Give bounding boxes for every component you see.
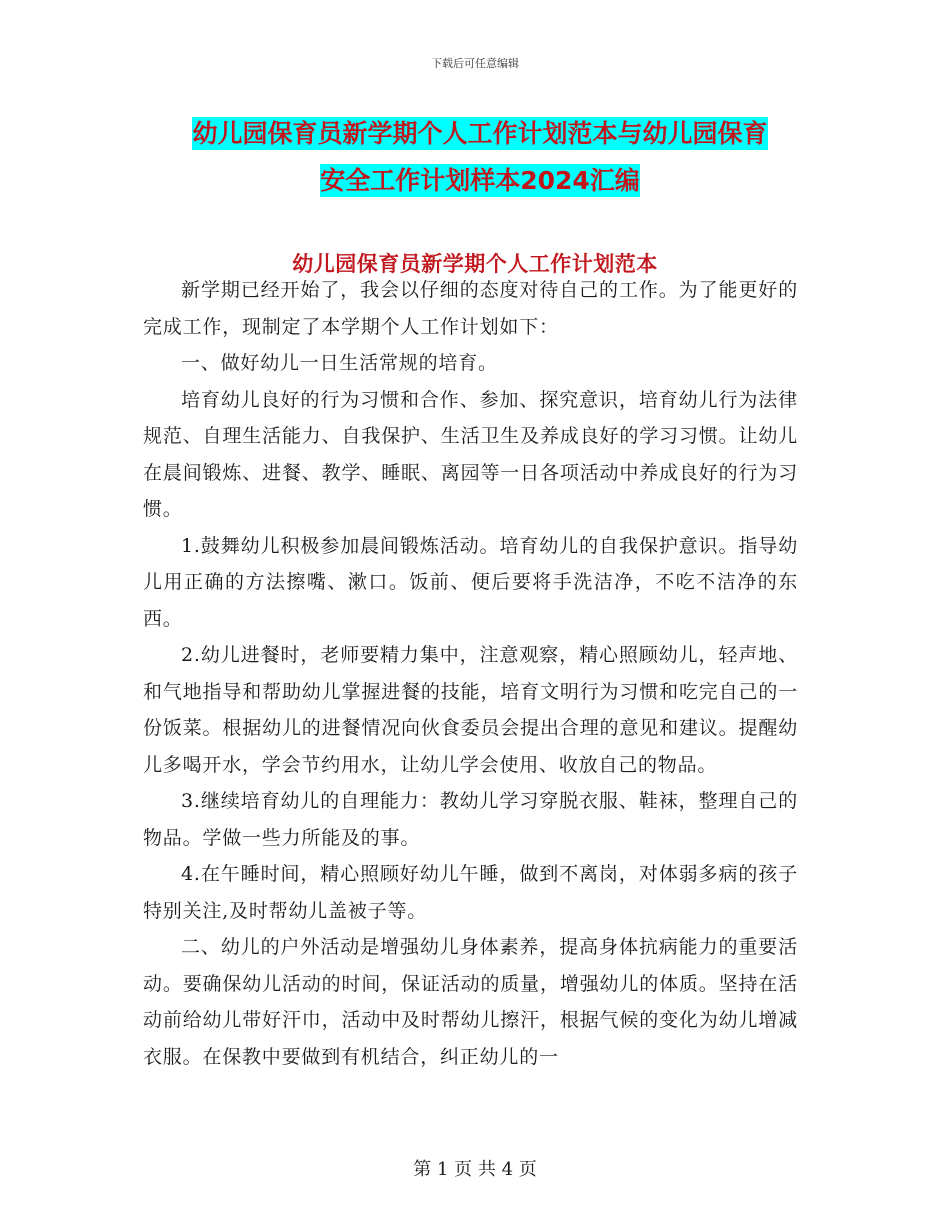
paragraph: 4.在午睡时间，精心照顾好幼儿午睡，做到不离岗，对体弱多病的孩子特别关注,及时帮幼儿盖被子等。 (143, 863, 798, 922)
paragraph: 二、幼儿的户外活动是增强幼儿身体素养，提高身体抗病能力的重要活动。要确保幼儿活动的时间，保证活动的质量，增强幼儿的体质。坚持在活动前给幼儿带好汗巾，活动中及时帮幼儿擦汗，根据气候的变化为幼儿增减衣服。在保教中要做到有机结合，纠正幼儿的一 (143, 936, 798, 1068)
header-note: 下载后可任意编辑 (431, 57, 519, 70)
document-title-line1: 幼儿园保育员新学期个人工作计划范本与幼儿园保育 (192, 119, 768, 148)
paragraph: 3.继续培育幼儿的自理能力：教幼儿学习穿脱衣服、鞋袜，整理自己的物品。学做一些力所能及的事。 (143, 790, 798, 849)
paragraph: 新学期已经开始了，我会以仔细的态度对待自己的工作。为了能更好的完成工作，现制定了本学期个人工作计划如下： (143, 279, 798, 338)
document-title (140, 110, 820, 204)
paragraph: 培育幼儿良好的行为习惯和合作、参加、探究意识，培育幼儿行为法律规范、自理生活能力、自我保护、生活卫生及养成良好的学习习惯。让幼儿在晨间锻炼、进餐、教学、睡眠、离园等一日各项活动中养成良好的行为习惯。 (143, 388, 798, 520)
body-text (143, 272, 798, 1075)
document-title-line2: 安全工作计划样本2024汇编 (320, 166, 640, 195)
paragraph: 2.幼儿进餐时，老师要精力集中，注意观察，精心照顾幼儿，轻声地、和气地指导和帮助幼儿掌握进餐的技能，培育文明行为习惯和吃完自己的一份饭菜。根据幼儿的进餐情况向伙食委员会提出合理的意见和建议。提醒幼儿多喝开水，学会节约用水，让幼儿学会使用、收放自己的物品。 (143, 644, 798, 776)
paragraph: 一、做好幼儿一日生活常规的培育。 (181, 352, 498, 374)
section-title: 幼儿园保育员新学期个人工作计划范本 (292, 252, 658, 276)
page-number: 第 1 页 共 4 页 (413, 1159, 537, 1180)
paragraph: 1.鼓舞幼儿积极参加晨间锻炼活动。培育幼儿的自我保护意识。指导幼儿用正确的方法擦嘴、漱口。饭前、便后要将手洗洁净，不吃不洁净的东西。 (143, 534, 798, 630)
